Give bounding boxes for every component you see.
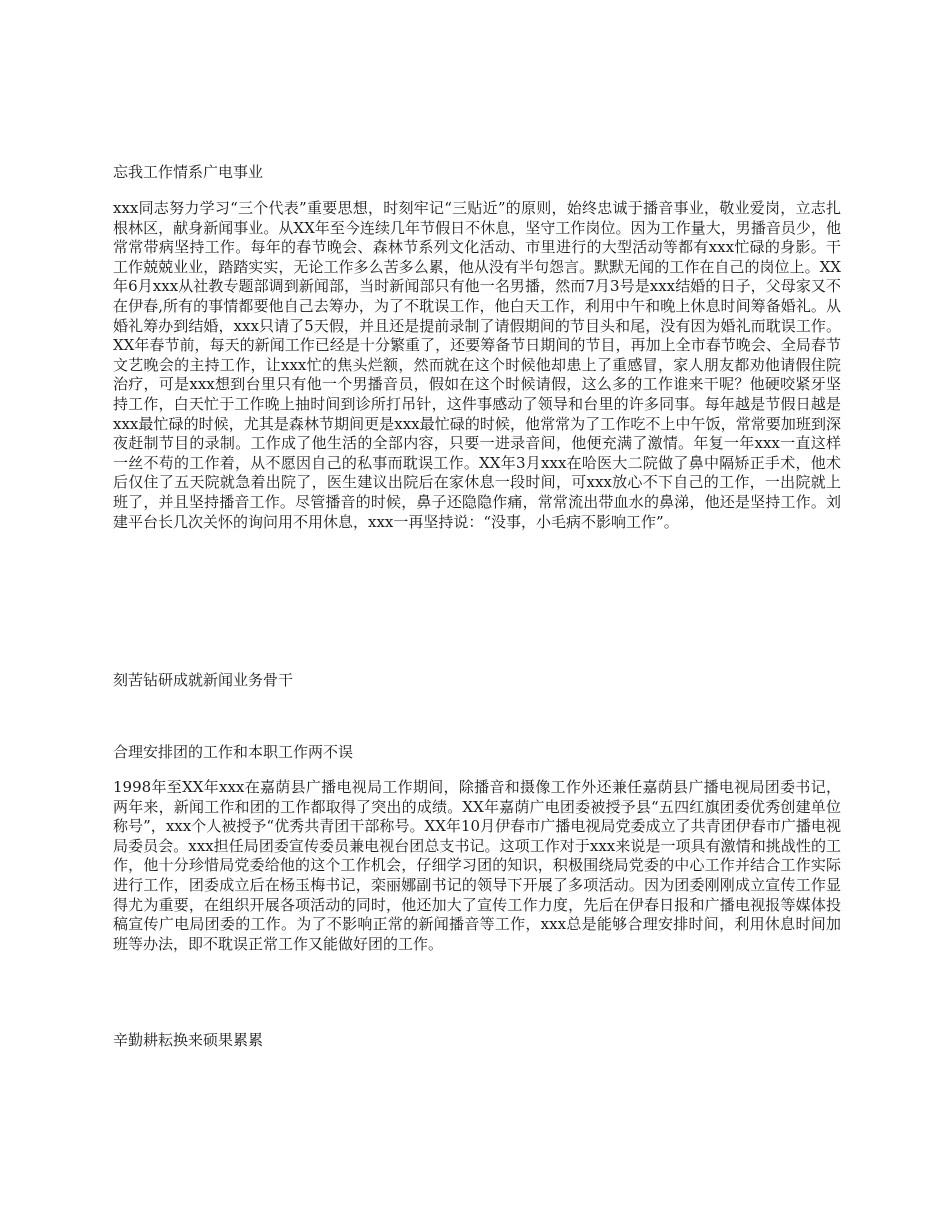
section-heading-1: 忘我工作情系广电事业	[113, 163, 264, 181]
section-heading-3: 合理安排团的工作和本职工作两不误	[113, 743, 354, 761]
section-paragraph-3: 1998年至XX年xxx在嘉荫县广播电视局工作期间，除播音和摄像工作外还兼任嘉荫县广播电视局团委书记，两年来，新闻工作和团的工作都取得了突出的成绩。XX年嘉荫广电团委被授予县“五四红旗团委优秀创建单位称号”，xxx个人被授予“优秀共青团干部称号。XX年10月伊春市广播电视局党委成立了共青团伊春市广播电视局委员会。xxx担任局团委宣传委员兼电视台团总支书记。这项工作对于xxx来说是一项具有激情和挑战性的工作，他十分珍惜局党委给他的这个工作机会，仔细学习团的知识，积极围绕局党委的中心工作并结合工作实际进行工作，团委成立后在杨玉梅书记，栾丽娜副书记的领导下开展了多项活动。因为团委刚刚成立宣传工作显得尤为重要，在组织开展各项活动的同时，他还加大了宣传工作力度，先后在伊春日报和广播电视报等媒体投稿宣传广电局团委的工作。为了不影响正常的新闻播音等工作，xxx总是能够合理安排时间，利用休息时间加班等办法，即不耽误正常工作又能做好团的工作。	[113, 778, 841, 953]
section-heading-4: 辛勤耕耘换来硕果累累	[113, 1031, 264, 1049]
section-heading-2: 刻苦钻研成就新闻业务骨干	[113, 671, 294, 689]
section-paragraph-1: xxx同志努力学习“三个代表”重要思想，时刻牢记“三贴近”的原则，始终忠诚于播音事业，敬业爱岗，立志扎根林区，献身新闻事业。从XX年至今连续几年节假日不休息，坚守工作岗位。因为工作量大，男播音员少，他常常带病坚持工作。每年的春节晚会、森林节系列文化活动、市里进行的大型活动等都有xxx忙碌的身影。干工作兢兢业业，踏踏实实，无论工作多么苦多么累，他从没有半句怨言。默默无闻的工作在自己的岗位上。XX年6月xxx从社教专题部调到新闻部，当时新闻部只有他一名男播，然而7月3号是xxx结婚的日子，父母家又不在伊春,所有的事情都要他自己去筹办，为了不耽误工作，他白天工作，利用中午和晚上休息时间筹备婚礼。从婚礼筹办到结婚，xxx只请了5天假，并且还是提前录制了请假期间的节目头和尾，没有因为婚礼而耽误工作。XX年春节前，每天的新闻工作已经是十分繁重了，还要筹备节日期间的节目，再加上全市春节晚会、全局春节文艺晚会的主持工作，让xxx忙的焦头烂额，然而就在这个时候他却患上了重感冒，家人朋友都劝他请假住院治疗，可是xxx想到台里只有他一个男播音员，假如在这个时候请假，这么多的工作谁来干呢？他硬咬紧牙坚持工作，白天忙于工作晚上抽时间到诊所打吊针，这件事感动了领导和台里的许多同事。每年越是节假日越是xxx最忙碌的时候，尤其是森林节期间更是xxx最忙碌的时候，他常常为了工作吃不上中午饭，常常要加班到深夜赶制节目的录制。工作成了他生活的全部内容，只要一进录音间，他便充满了激情。年复一年xxx一直这样一丝不苟的工作着，从不愿因自己的私事而耽误工作。XX年3月xxx在哈医大二院做了鼻中隔矫正手术，他术后仅住了五天院就急着出院了，医生建议出院后在家休息一段时间，可xxx放心不下自己的工作，一出院就上班了，并且坚持播音工作。尽管播音的时候，鼻子还隐隐作痛，常常流出带血水的鼻涕，他还是坚持工作。刘建平台长几次关怀的询问用不用休息，xxx一再坚持说：“没事，小毛病不影响工作”。	[113, 199, 841, 531]
